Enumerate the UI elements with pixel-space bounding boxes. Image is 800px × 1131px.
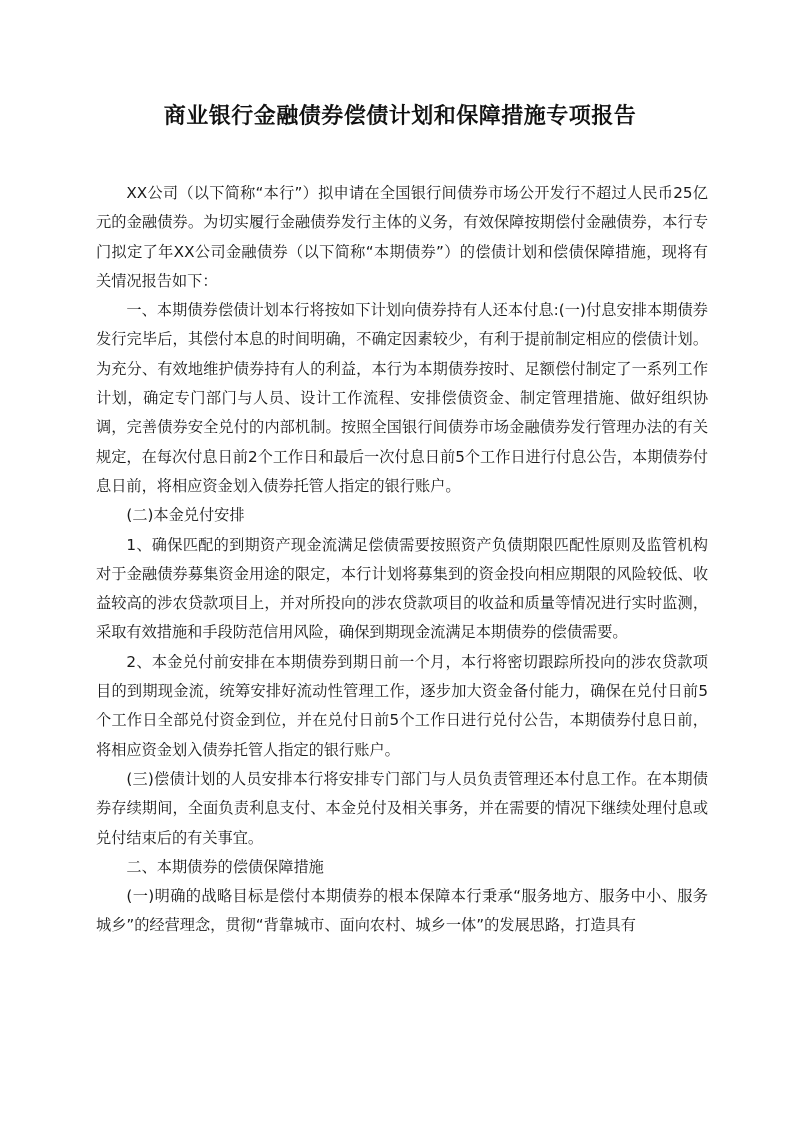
paragraph-staffing: (三)偿债计划的人员安排本行将安排专门部门与人员负责管理还本付息工作。在本期债券存续期间，全面负责利息支付、本金兑付及相关事务，并在需要的情况下继续处理付息或兑付结束后的有关事宜。 bbox=[96, 769, 708, 847]
paragraph-principal-item-2: 2、本金兑付前安排在本期债券到期日前一个月，本行将密切跟踪所投向的涉农贷款项目的到期现金流，统筹安排好流动性管理工作，逐步加大资金备付能力，确保在兑付日前5个工作日全部兑付资金到位，并在兑付日前5个工作日进行兑付公告，本期债券付息日前，将相应资金划入债券托管人指定的银行账户。 bbox=[96, 652, 708, 759]
paragraph-section-2-heading: 二、本期债券的偿债保障措施 bbox=[126, 857, 324, 876]
paragraph-intro: XX公司（以下简称“本行”）拟申请在全国银行间债券市场公开发行不超过人民币25亿元的金融债券。为切实履行金融债券发行主体的义务，有效保障按期偿付金融债券，本行专门拟定了年XX公司金融债券（以下简称“本期债券”）的偿债计划和偿债保障措施，现将有关情况报告如下： bbox=[96, 184, 708, 290]
paragraph-principal-heading: (二)本金兑付安排 bbox=[126, 506, 245, 525]
document-body bbox=[96, 179, 708, 941]
paragraph-strategy: (一)明确的战略目标是偿付本期债券的根本保障本行秉承“服务地方、服务中小、服务城乡”的经营理念，贯彻“背靠城市、面向农村、城乡一体”的发展思路，打造具有 bbox=[96, 887, 708, 935]
paragraph-principal-item-1: 1、确保匹配的到期资产现金流满足偿债需要按照资产负债期限匹配性原则及监管机构对于金融债券募集资金用途的限定，本行计划将募集到的资金投向相应期限的风险较低、收益较高的涉农贷款项目上，并对所投向的涉农贷款项目的收益和质量等情况进行实时监测，采取有效措施和手段防范信用风险，确保到期现金流满足本期债券的偿债需要。 bbox=[96, 535, 708, 642]
document-title: 商业银行金融债券偿债计划和保障措施专项报告 bbox=[163, 104, 637, 129]
paragraph-section-1-interest: 一、本期债券偿债计划本行将按如下计划向债券持有人还本付息:(一)付息安排本期债券发行完毕后，其偿付本息的时间明确，不确定因素较少，有利于提前制定相应的偿债计划。为充分、有效地维护债券持有人的利益，本行为本期债券按时、足额偿付制定了一系列工作计划，确定专门部门与人员、设计工作流程、安排偿债资金、制定管理措施、做好组织协调，完善债券安全兑付的内部机制。按照全国银行间债券市场金融债券发行管理办法的有关规定，在每次付息日前2个工作日和最后一次付息日前5个工作日进行付息公告，本期债券付息日前，将相应资金划入债券托管人指定的银行账户。 bbox=[96, 301, 708, 495]
